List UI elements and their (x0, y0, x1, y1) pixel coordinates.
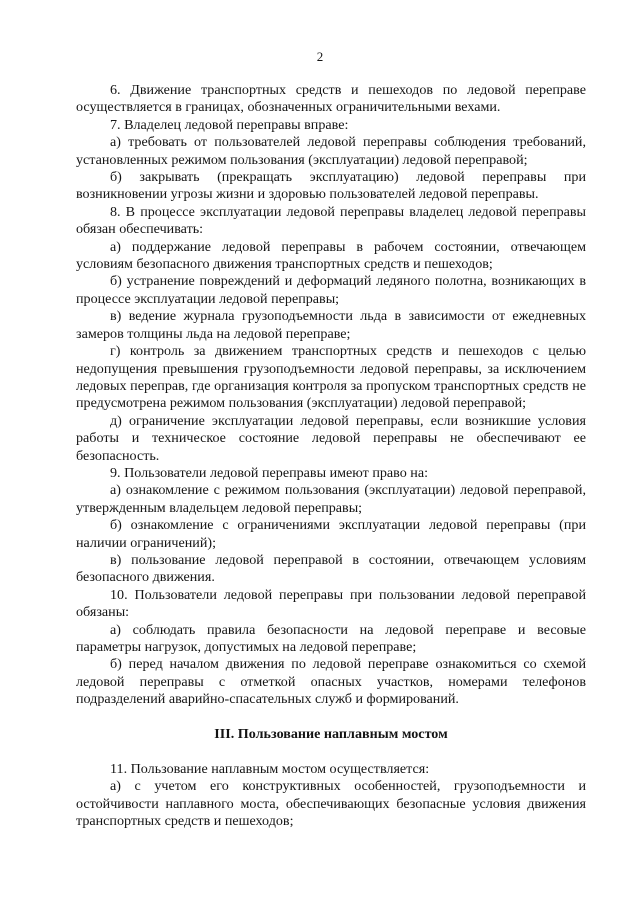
paragraph-8: 8. В процессе эксплуатации ледовой переправы владелец ледовой переправы обязан обеспечивать: (76, 203, 586, 238)
paragraph-9b: б) ознакомление с ограничениями эксплуатации ледовой переправы (при наличии ограничений); (76, 517, 586, 551)
paragraph-11: 11. Пользование наплавным мостом осуществляется: (110, 761, 430, 778)
document-body (76, 82, 586, 831)
paragraph-10b: б) перед началом движения по ледовой переправе ознакомиться со схемой ледовой переправы с отметкой опасных участков, номерами телефонов подразделений аварийно-спасательных служб и формирований. (76, 656, 586, 708)
paragraph-8g: г) контроль за движением транспортных средств и пешеходов с целью недопущения превышения грузоподъемности ледовой переправы, за исключением ледовых переправ, где организация контроля за пропуском транспортных средств не предусмотрена режимом пользования (эксплуатации) ледовой переправой; (76, 343, 586, 412)
paragraph-9v: в) пользование ледовой переправой в состоянии, отвечающем условиям безопасного движения. (76, 551, 586, 586)
paragraph-8d: д) ограничение эксплуатации ледовой переправы, если возникшие условия работы и техническое состояние ледовой переправы не обеспечивают ее безопасность. (76, 412, 586, 464)
paragraph-9a: а) ознакомление с режимом пользования (эксплуатации) ледовой переправой, утвержденным владельцем ледовой переправы; (76, 482, 586, 516)
section-heading: III. Пользование наплавным мостом (214, 725, 448, 742)
paragraph-7: 7. Владелец ледовой переправы вправе: (110, 116, 349, 133)
paragraph-9: 9. Пользователи ледовой переправы имеют право на: (110, 464, 429, 481)
paragraph-8a: а) поддержание ледовой переправы в рабочем состоянии, отвечающем условиям безопасного движения транспортных средств и пешеходов; (76, 238, 586, 273)
paragraph-7a: а) требовать от пользователей ледовой переправы соблюдения требований, установленных режимом пользования (эксплуатации) ледовой переправой; (76, 134, 586, 168)
paragraph-10a: а) соблюдать правила безопасности на ледовой переправе и весовые параметры нагрузок, допустимых на ледовой переправе; (76, 621, 586, 655)
paragraph-8v: в) ведение журнала грузоподъемности льда в зависимости от ежедневных замеров толщины льда на ледовой переправе; (76, 308, 586, 342)
paragraph-6: 6. Движение транспортных средств и пешеходов по ледовой переправе осуществляется в границах, обозначенных ограничительными вехами. (76, 82, 586, 116)
paragraph-8b: б) устранение повреждений и деформаций ледяного полотна, возникающих в процессе эксплуатации ледовой переправы; (76, 273, 586, 307)
paragraph-10: 10. Пользователи ледовой переправы при пользовании ледовой переправой обязаны: (76, 586, 586, 621)
paragraph-7b: б) закрывать (прекращать эксплуатацию) ледовой переправы при возникновении угрозы жизни и здоровью пользователей ледовой переправы. (76, 169, 586, 203)
page-number: 2 (316, 49, 324, 64)
paragraph-11a: а) с учетом его конструктивных особенностей, грузоподъемности и остойчивости наплавного моста, обеспечивающих безопасные условия движения транспортных средств и пешеходов; (76, 778, 586, 830)
